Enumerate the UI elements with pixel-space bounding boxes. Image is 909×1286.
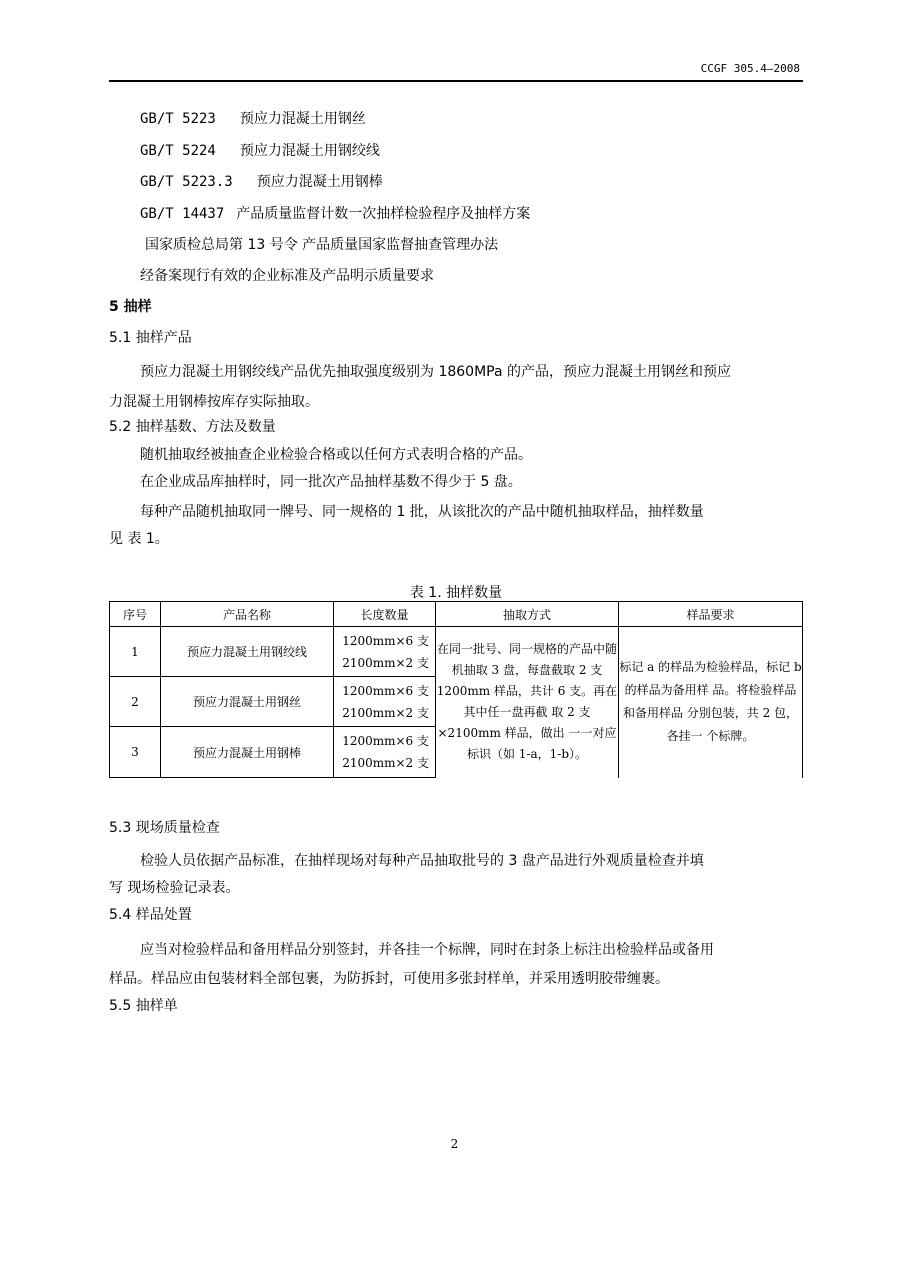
table-row <box>110 627 803 677</box>
reference-code: GB/T 5223.3 <box>140 174 233 190</box>
reference-item <box>140 203 530 223</box>
reference-code: GB/T 5224 <box>140 143 216 159</box>
table-caption: 表 1. 抽样数量 <box>409 585 503 601</box>
length-quantity <box>334 627 436 677</box>
section-5-5-title: 5.5 抽样单 <box>109 998 178 1014</box>
reference-code: GB/T 5223 <box>140 111 216 127</box>
section-5-2-line: 每种产品随机抽取同一牌号、同一规格的 1 批，从该批次的产品中随机抽取样品，抽样数量 <box>140 504 704 520</box>
reference-enterprise: 经备案现行有效的企业标准及产品明示质量要求 <box>140 268 434 284</box>
section-5-1-line: 力混凝土用钢棒按库存实际抽取。 <box>109 394 319 410</box>
table-header-cell: 序号 <box>110 602 161 627</box>
reference-title: 预应力混凝土用钢棒 <box>256 174 383 190</box>
section-5-2-title: 5.2 抽样基数、方法及数量 <box>109 419 276 435</box>
section-5-3-line: 写 现场检验记录表。 <box>109 880 240 896</box>
reference-code: GB/T 14437 <box>140 206 225 222</box>
length-line: 1200mm×6 支 <box>342 683 429 698</box>
row-number: 3 <box>110 727 161 778</box>
length-line: 2100mm×2 支 <box>342 655 429 670</box>
table-header-row <box>110 602 803 627</box>
product-name: 预应力混凝土用钢棒 <box>161 727 334 778</box>
section-5-2-line: 在企业成品库抽样时，同一批次产品抽样基数不得少于 5 盘。 <box>140 474 522 490</box>
product-name: 预应力混凝土用钢绞线 <box>161 627 334 677</box>
reference-item <box>140 108 366 128</box>
header-rule <box>109 80 803 82</box>
section-5-2-line: 见 表 1。 <box>109 531 169 547</box>
length-line: 2100mm×2 支 <box>342 756 429 770</box>
section-5-3-line: 检验人员依据产品标准，在抽样现场对每种产品抽取批号的 3 盘产品进行外观质量检查并填 <box>140 853 704 869</box>
sampling-method: 在同一批号、同一规格的产品中随机抽取 3 盘，每盘截取 2 支 1200mm 样品，共计 6 支。再在其中任一盘再截 取 2 支×2100mm 样品，做出 一一对应标识（如 1-a，1-b）。 <box>436 627 619 778</box>
reference-item <box>140 171 383 191</box>
row-number: 2 <box>110 677 161 727</box>
section-5-1-line: 预应力混凝土用钢绞线产品优先抽取强度级别为 1860MPa 的产品，预应力混凝土用钢丝和预应 <box>140 364 731 380</box>
table-header-cell: 产品名称 <box>161 602 334 627</box>
section-5-4-line: 应当对检验样品和备用样品分别签封，并各挂一个标牌，同时在封条上标注出检验样品或备用 <box>140 942 714 958</box>
row-number: 1 <box>110 627 161 677</box>
reference-order: 国家质检总局第 13 号令 产品质量国家监督抽查管理办法 <box>145 237 499 253</box>
length-quantity <box>334 727 436 778</box>
document-code: CCGF 305.4—2008 <box>700 62 800 75</box>
reference-item <box>140 140 380 160</box>
reference-title: 预应力混凝土用钢绞线 <box>239 143 380 159</box>
page-number: 2 <box>450 1137 459 1151</box>
reference-title: 预应力混凝土用钢丝 <box>239 111 366 127</box>
length-line: 2100mm×2 支 <box>342 705 429 720</box>
product-name: 预应力混凝土用钢丝 <box>161 677 334 727</box>
section-5-2-line: 随机抽取经被抽查企业检验合格或以任何方式表明合格的产品。 <box>140 447 532 463</box>
length-line: 1200mm×6 支 <box>342 734 429 748</box>
section-5-3-title: 5.3 现场质量检查 <box>109 820 220 836</box>
length-quantity <box>334 677 436 727</box>
table-header-cell: 长度数量 <box>334 602 436 627</box>
length-line: 1200mm×6 支 <box>342 633 429 648</box>
sample-requirement: 标记 a 的样品为检验样品，标记 b 的样品为备用样 品。将检验样品和备用样品 分别包装，共 2 包，各挂一 个标牌。 <box>619 627 803 778</box>
reference-title: 产品质量监督计数一次抽样检验程序及抽样方案 <box>236 206 531 222</box>
sampling-table <box>109 601 803 778</box>
section-5-4-title: 5.4 样品处置 <box>109 907 192 923</box>
section-5-4-line: 样品。样品应由包装材料全部包裹，为防拆封，可使用多张封样单，并采用透明胶带缠裹。 <box>109 971 669 987</box>
section-5-1-title: 5.1 抽样产品 <box>109 330 192 346</box>
table-header-cell: 抽取方式 <box>436 602 619 627</box>
section-5-title: 5 抽样 <box>109 299 152 315</box>
table-header-cell: 样品要求 <box>619 602 803 627</box>
